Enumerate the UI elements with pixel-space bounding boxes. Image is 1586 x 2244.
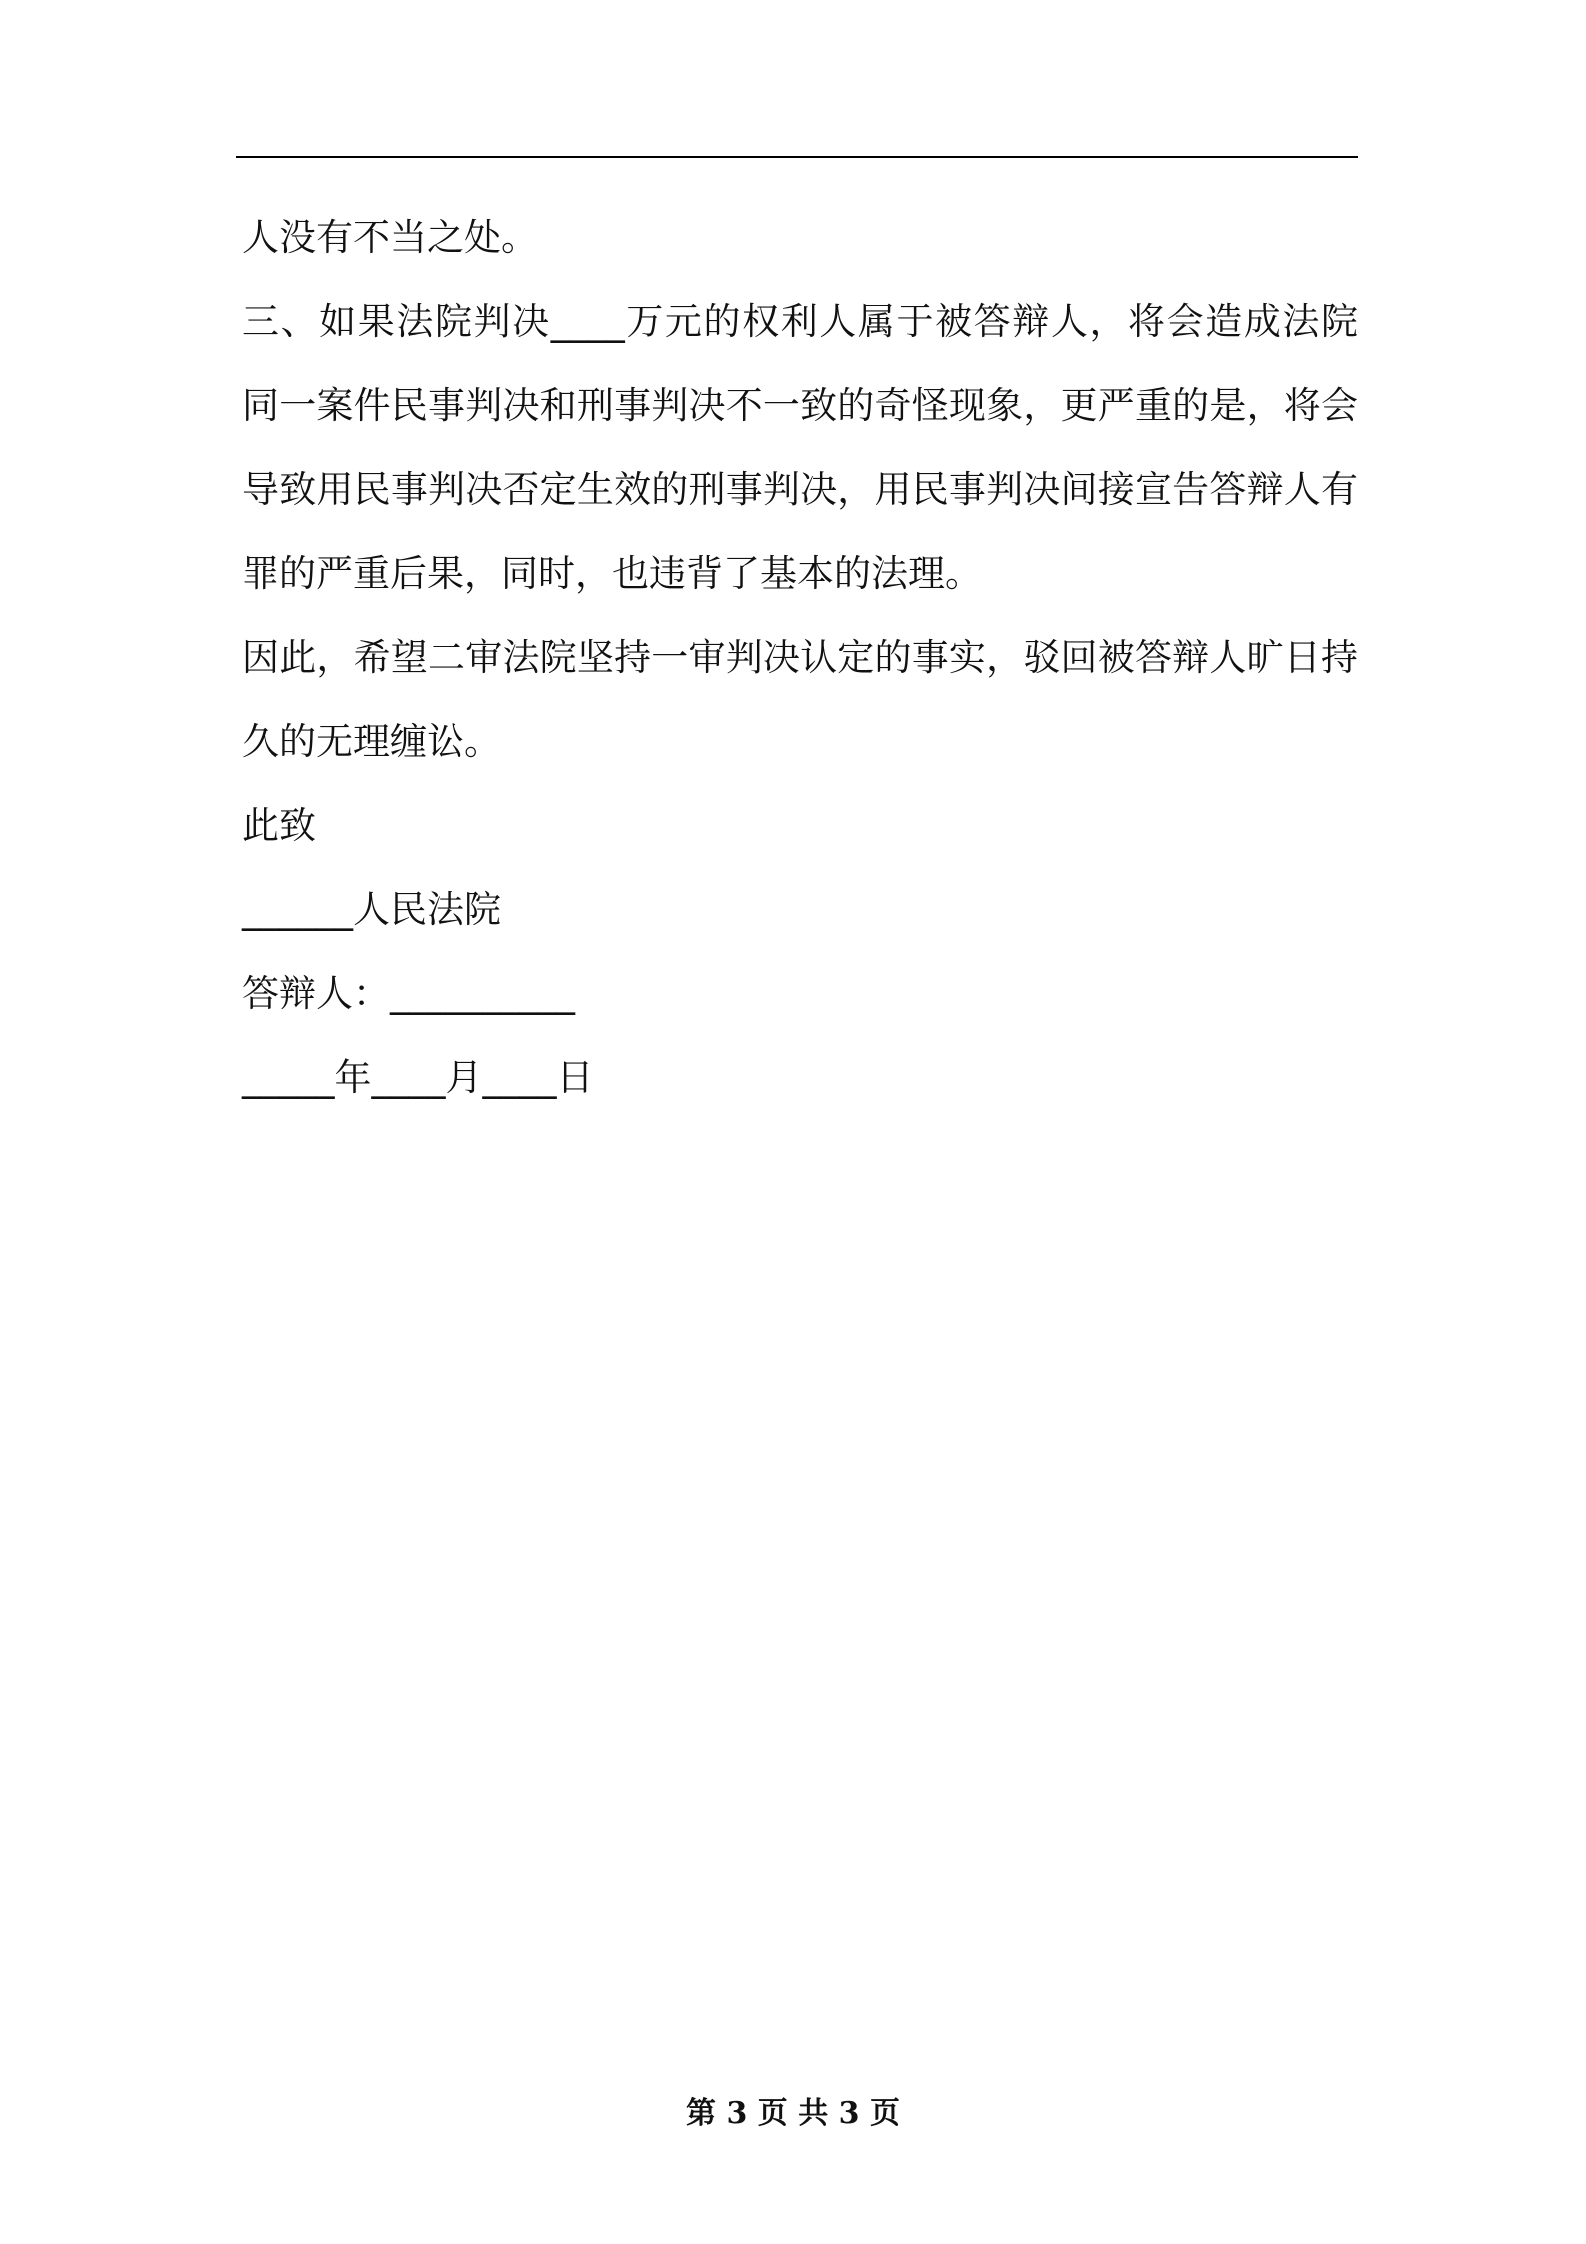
- header-rule: [236, 156, 1358, 158]
- text-line-3: 同一案件民事判决和刑事判决不一致的奇怪现象，更严重的是，将会: [242, 384, 1358, 427]
- date-line: _____年____月____日: [242, 1056, 594, 1099]
- salutation: 此致: [242, 804, 316, 847]
- text-line-4: 导致用民事判决否定生效的刑事判决，用民事判决间接宣告答辩人有: [242, 468, 1358, 511]
- page-number: 第 3 页 共 3 页: [686, 2096, 900, 2131]
- text-line-7: 久的无理缠讼。: [242, 720, 501, 763]
- text-line-6: 因此，希望二审法院坚持一审判决认定的事实，驳回被答辩人旷日持: [242, 636, 1358, 679]
- court-addressee: ______人民法院: [242, 888, 501, 931]
- document-body: [242, 196, 1362, 1120]
- respondent-signature: 答辩人：__________: [242, 972, 575, 1015]
- text-line-1: 人没有不当之处。: [242, 216, 538, 259]
- text-line-2: 三、如果法院判决____万元的权利人属于被答辩人，将会造成法院: [242, 300, 1358, 343]
- text-line-5: 罪的严重后果，同时，也违背了基本的法理。: [242, 552, 982, 595]
